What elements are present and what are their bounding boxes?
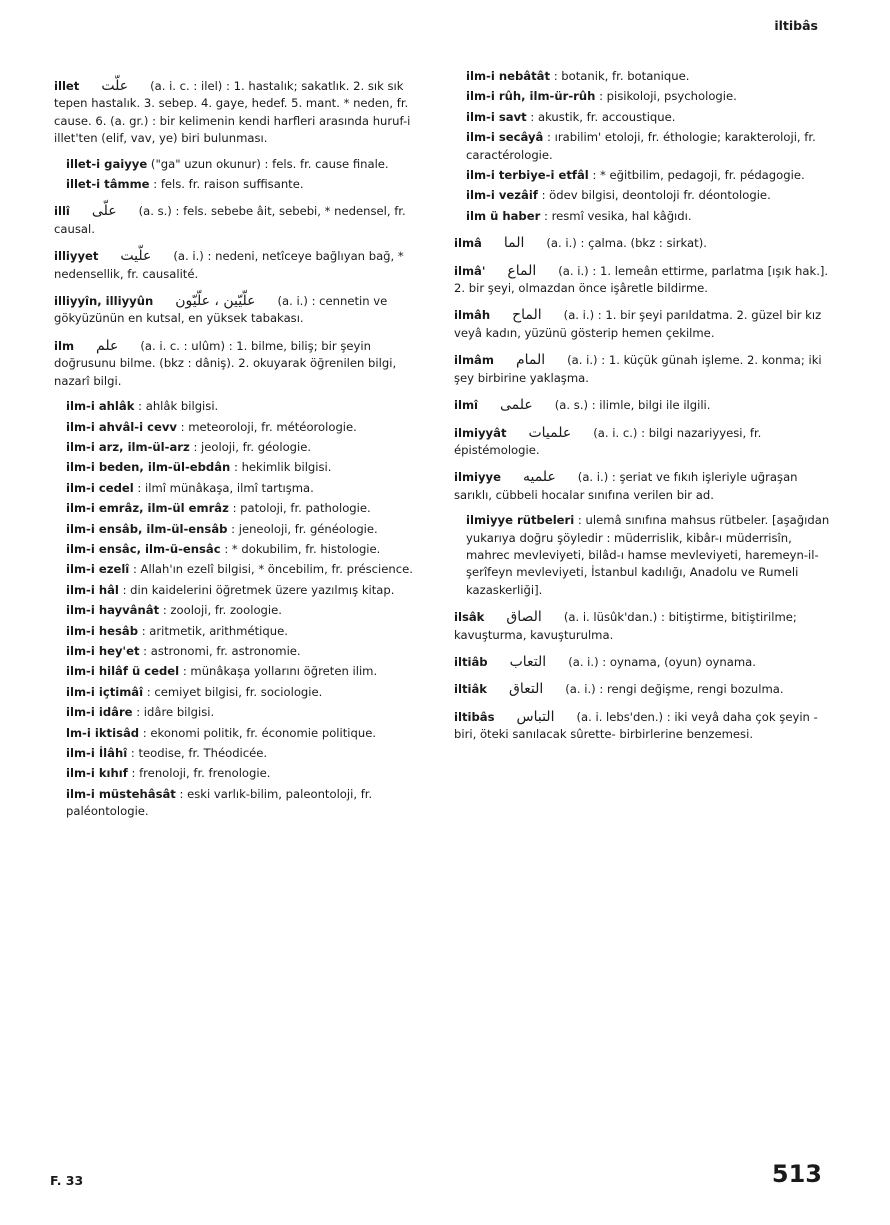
entry-headword: ilm-i cedel [66, 480, 134, 495]
entry-definition: (a. i. lebs'den.) : iki veyâ daha çok şeyin -biri, öteki sanılacak sûrette- birbirlerine benzemesi. [454, 709, 818, 742]
page-number: 513 [771, 1160, 822, 1188]
dictionary-subentry [54, 623, 428, 640]
dictionary-subentry [454, 167, 834, 184]
entry-definition: : akustik, fr. accoustique. [530, 109, 676, 124]
dictionary-entry [454, 263, 834, 298]
dictionary-entry [54, 78, 428, 148]
entry-definition: : botanik, fr. botanique. [553, 69, 690, 83]
right-column [454, 68, 834, 752]
entry-definition: (a. s.) : ilimle, bilgi ile ilgili. [554, 398, 711, 413]
dictionary-subentry [54, 541, 428, 558]
dictionary-subentry [454, 109, 834, 126]
entry-definition: : idâre bilgisi. [136, 705, 215, 720]
dictionary-entry [454, 307, 834, 342]
entry-definition: : ilmî münâkaşa, ilmî tartışma. [137, 480, 314, 495]
dictionary-entry [454, 681, 834, 698]
entry-headword: ilm-i hey'et [66, 643, 140, 658]
entry-definition: : jeneoloji, fr. généologie. [231, 521, 378, 536]
entry-headword: ilm [54, 338, 75, 353]
entry-definition: : münâkaşa yollarını öğreten ilim. [182, 664, 378, 679]
entry-definition: (a. i.) : oynama, (oyun) oynama. [568, 654, 756, 669]
entry-definition: (a. i.) : nedeni, netîceye bağlıyan bağ, * nedensellik, fr. causalité. [54, 249, 404, 281]
entry-headword: ilm-i içtimâî [66, 684, 144, 699]
entry-headword: ilmâm [454, 353, 494, 368]
entry-headword: ilm-i ahlâk [66, 399, 135, 414]
entry-headword: iltibâs [454, 709, 495, 724]
dictionary-subentry [54, 500, 428, 517]
dictionary-entry [54, 203, 428, 238]
entry-headword: ilm-i secâyâ [466, 130, 544, 145]
dictionary-entry [454, 235, 834, 252]
dictionary-subentry [454, 208, 834, 225]
entry-definition: ("ga" uzun okunur) : fels. fr. cause finale. [150, 156, 389, 171]
dictionary-subentry [54, 786, 428, 821]
dictionary-entry [454, 654, 834, 671]
entry-headword: iltiâb [454, 654, 488, 669]
entry-definition: (a. i. c. : ulûm) : 1. bilme, biliş; bir şeyin doğrusunu bilme. (bkz : dâniş). 2. okuyarak öğrenilen bilgi, nazarî bilgi. [54, 338, 397, 388]
entry-definition: : pisikoloji, psychologie. [599, 89, 737, 104]
entry-headword: illiyyet [54, 249, 99, 264]
dictionary-subentry [54, 561, 428, 578]
entry-headword: ilm-i İlâhî [66, 746, 128, 760]
entry-definition: : patoloji, fr. pathologie. [232, 501, 371, 516]
entry-arabic-script: علّيت [120, 248, 152, 265]
entry-definition: (a. i. lüsûk'dan.) : bitiştirme, bitiştirilme; kavuşturma, kavuşturulma. [454, 610, 797, 642]
entry-arabic-script: التعاب [509, 653, 547, 670]
entry-arabic-script: علّت [101, 78, 129, 94]
entry-definition: : ırabilim' etoloji, fr. éthologie; karakteroloji, fr. caractérologie. [466, 130, 816, 162]
entry-definition: : ekonomi politik, fr. économie politique. [142, 725, 377, 740]
entry-definition: : fels. fr. raison suffisante. [153, 177, 304, 192]
entry-arabic-script: علميه [522, 469, 556, 486]
signature-mark: F. 33 [50, 1173, 84, 1188]
entry-headword: ilmâ' [454, 263, 486, 278]
entry-arabic-script: علّيّين ، علّيّون [175, 293, 256, 310]
dictionary-subentry [54, 176, 428, 193]
entry-headword: ilm-i hilâf ü cedel [66, 664, 180, 679]
entry-definition: (a. i.) : 1. lemeân ettirme, parlatma [ışık hak.]. 2. bir şeyi, olmazdan önce işâretle bildirme. [454, 263, 829, 296]
dictionary-subentry [454, 512, 834, 599]
entry-arabic-script: الما [503, 235, 525, 252]
entry-headword: illet [54, 79, 80, 93]
dictionary-subentry [454, 129, 834, 164]
dictionary-entry [454, 469, 834, 504]
entry-definition: : Allah'ın ezelî bilgisi, * öncebilim, fr. préscience. [132, 562, 413, 577]
dictionary-subentry [54, 704, 428, 721]
entry-headword: ilm-i terbiye-i etfâl [466, 168, 589, 183]
entry-definition: (a. i. c. : ilel) : 1. hastalık; sakatlık. 2. sık sık tepen hastalık. 3. sebep. 4. gaye, hedef. 5. mant. * neden, fr. cause. 6. (a. gr.) : bir kelimenin kendi harfleri arasında huruf-i illet'ten (elif, vav, ye) biri bulunması. [54, 79, 411, 146]
dictionary-entry [54, 338, 428, 390]
dictionary-subentry [54, 398, 428, 415]
entry-headword: ilm-i hâl [66, 582, 119, 597]
entry-arabic-script: المام [515, 352, 546, 369]
entry-headword: ilm-i ensâc, ilm-ü-ensâc [66, 541, 221, 556]
entry-arabic-script: التعاق [509, 681, 544, 698]
entry-arabic-script: علم [96, 337, 119, 354]
dictionary-subentry [454, 68, 834, 85]
entry-headword: ilm-i idâre [66, 705, 133, 720]
entry-definition: : astronomi, fr. astronomie. [143, 643, 301, 658]
entry-headword: ilm-i vezâif [466, 188, 538, 203]
entry-headword: ilm-i ezelî [66, 562, 130, 577]
entry-arabic-script: الصاق [506, 609, 542, 626]
entry-definition: : eski varlık-bilim, paleontoloji, fr. paléontologie. [66, 786, 373, 819]
entry-headword: ilm-i ahvâl-i cevv [66, 419, 177, 434]
entry-definition: (a. i.) : 1. bir şeyi parıldatma. 2. güzel bir kız veyâ kadın, yüzünü gösterip hemen çekilme. [454, 308, 822, 340]
dictionary-subentry [454, 88, 834, 105]
dictionary-subentry [54, 459, 428, 476]
entry-headword: illet-i tâmme [66, 177, 150, 192]
dictionary-subentry [54, 745, 428, 762]
entry-headword: ilm-i savt [466, 109, 527, 124]
dictionary-subentry [54, 480, 428, 497]
entry-definition: : ulemâ sınıfına mahsus rütbeler. [aşağıdan yukarıya doğru şöyledir : müderrislik, kibâr-ı müderrisîn, mahrec mevleviyeti, bilâd-ı hamse mevleviyeti, haremeyn-il-şerîfeyn mevleviyeti, İstanbul kadılığı, Anadolu ve Rumeli kazaskerliği]. [466, 513, 830, 597]
entry-arabic-script: الماح [512, 307, 542, 324]
dictionary-entry [454, 397, 834, 414]
entry-headword: ilmiyye rütbeleri [466, 513, 575, 528]
dictionary-entry [454, 425, 834, 460]
entry-definition: (a. i.) : şeriat ve fıkıh işleriyle uğraşan sarıklı, cübbeli hocalar sınıfına verilen bir ad. [454, 470, 798, 502]
dictionary-subentry [54, 602, 428, 619]
dictionary-subentry [54, 684, 428, 701]
entry-definition: : meteoroloji, fr. météorologie. [180, 419, 357, 434]
entry-definition: : * dokubilim, fr. histologie. [224, 541, 381, 556]
entry-definition: : frenoloji, fr. frenologie. [131, 766, 271, 781]
entry-headword: ilmâh [454, 308, 491, 323]
entry-headword: ilm-i rûh, ilm-ür-rûh [466, 89, 596, 104]
entry-headword: ilm-i hayvânât [66, 603, 160, 618]
dictionary-subentry [54, 439, 428, 456]
entry-headword: ilsâk [454, 610, 485, 625]
entry-headword: ilm-i hesâb [66, 623, 138, 638]
dictionary-subentry [54, 419, 428, 436]
dictionary-subentry [54, 663, 428, 680]
entry-definition: : resmî vesika, hal kâğıdı. [544, 208, 692, 223]
entry-headword: illet-i gaiyye [66, 156, 148, 171]
entry-headword: ilm-i emrâz, ilm-ül emrâz [66, 501, 229, 516]
entry-definition: : din kaidelerini öğretmek üzere yazılmış kitap. [122, 582, 395, 597]
entry-headword: ilmî [454, 398, 479, 413]
entry-definition: (a. i.) : cennetin ve gökyüzünün en kutsal, en yüksek tabakası. [54, 294, 388, 326]
dictionary-subentry [54, 582, 428, 599]
dictionary-entry [54, 248, 428, 283]
entry-definition: : aritmetik, arithmétique. [141, 623, 288, 638]
entry-headword: ilm-i ensâb, ilm-ül-ensâb [66, 521, 228, 536]
dictionary-entry [454, 352, 834, 387]
entry-definition: : ahlâk bilgisi. [138, 399, 219, 414]
entry-headword: ilm ü haber [466, 208, 541, 223]
running-head: iltibâs [774, 18, 818, 33]
entry-headword: ilm-i beden, ilm-ül-ebdân [66, 460, 231, 475]
dictionary-subentry [54, 765, 428, 782]
entry-definition: (a. i.) : rengi değişme, rengi bozulma. [565, 682, 784, 697]
dictionary-entry [454, 709, 834, 744]
entry-arabic-script: علميات [528, 424, 572, 441]
entry-headword: ilmâ [454, 236, 482, 251]
entry-headword: ilmiyye [454, 470, 501, 485]
dictionary-subentry [54, 521, 428, 538]
entry-definition: : teodise, fr. Théodicée. [130, 746, 268, 760]
entry-headword: ilm-i nebâtât [466, 69, 550, 83]
dictionary-entry [454, 609, 834, 644]
left-column [54, 68, 428, 824]
dictionary-subentry [54, 156, 428, 173]
entry-arabic-script: علمى [500, 397, 533, 414]
entry-arabic-script: التباس [516, 708, 555, 725]
entry-definition: : cemiyet bilgisi, fr. sociologie. [146, 684, 323, 699]
dictionary-subentry [54, 643, 428, 660]
entry-definition: : ödev bilgisi, deontoloji fr. déontologie. [541, 188, 771, 203]
entry-headword: illî [54, 204, 70, 219]
entry-arabic-script: الماع [507, 262, 537, 279]
entry-definition: (a. s.) : fels. sebebe âit, sebebi, * nedensel, fr. causal. [54, 204, 406, 236]
entry-headword: ilmiyyât [454, 425, 507, 440]
entry-headword: illiyyîn, illiyyûn [54, 294, 154, 309]
entry-definition: : hekimlik bilgisi. [233, 460, 332, 475]
entry-definition: (a. i.) : çalma. (bkz : sirkat). [546, 236, 707, 251]
entry-definition: : zooloji, fr. zoologie. [162, 603, 282, 618]
entry-definition: : jeoloji, fr. géologie. [193, 439, 312, 454]
entry-definition: (a. i.) : 1. küçük günah işleme. 2. konma; iki şey birbirine yaklaşma. [454, 353, 822, 385]
dictionary-subentry [54, 725, 428, 742]
entry-headword: ilm-i arz, ilm-ül-arz [66, 439, 190, 454]
dictionary-subentry [454, 187, 834, 204]
dictionary-entry [54, 293, 428, 328]
entry-arabic-script: علّى [91, 203, 117, 220]
entry-definition: (a. i. c.) : bilgi nazariyyesi, fr. épistémologie. [454, 425, 762, 457]
entry-headword: ilm-i kıhıf [66, 766, 128, 781]
entry-headword: ilm-i müstehâsât [66, 786, 176, 801]
entry-headword: iltiâk [454, 682, 487, 697]
entry-definition: : * eğitbilim, pedagoji, fr. pédagogie. [592, 168, 805, 183]
entry-headword: lm-i iktisâd [66, 725, 140, 740]
